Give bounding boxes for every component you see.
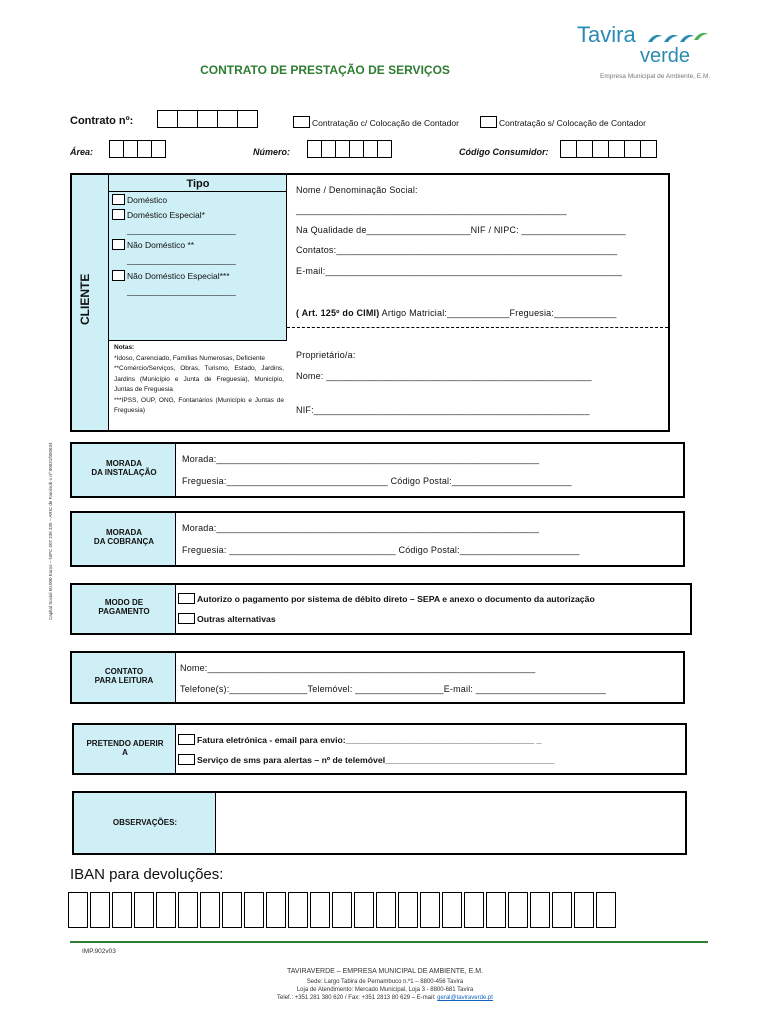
instalacao-morada-field[interactable]: Morada:______________________________________________________________ (182, 454, 540, 464)
footer-phone-fax: Telef.: +351 281 380 620 / Fax: +351 2813 80 629 – E-mail: (277, 995, 438, 1001)
blank-line: _______________________ (127, 286, 236, 296)
footer-sede: Sede: Largo Tabira de Pernambuco n.º1 – 8800-456 Tavira (306, 979, 464, 985)
option-sem-contador[interactable] (480, 116, 646, 128)
nota-3: ***IPSS, OUP, ONG, Fontanários (Município e Juntas de Freguesia) (114, 396, 284, 414)
contato-telefone-field[interactable]: Telefone(s):_______________Telemóvel: _________________E-mail: _________________________ (180, 684, 606, 694)
option-com-contador[interactable] (293, 116, 459, 128)
cliente-dashed-divider (287, 327, 668, 328)
pretendo-label: PRETENDO ADERIR A (86, 739, 164, 757)
proprietario-nome-field[interactable]: Nome: ___________________________________________________ (296, 371, 592, 381)
checkbox[interactable] (480, 116, 497, 128)
iban-cell[interactable] (68, 892, 88, 928)
cliente-label: CLIENTE (78, 273, 92, 325)
iban-cell[interactable] (574, 892, 594, 928)
pagamento-option-sepa[interactable]: Autorizo o pagamento por sistema de débito direto – SEPA e anexo o documento da autorização (178, 593, 595, 604)
logo-verde: verde (640, 45, 691, 67)
codigo-consumidor-field[interactable] (561, 140, 657, 158)
artigo-matricial-field[interactable]: ( Art. 125º do CIMI) Artigo Matricial:____________Freguesia:____________ (296, 308, 617, 318)
notas-divider (109, 340, 287, 341)
iban-cell[interactable] (508, 892, 528, 928)
iban-cell[interactable] (310, 892, 330, 928)
contato-label: CONTATO PARA LEITURA (94, 667, 154, 685)
contato-nome-field[interactable]: Nome:_______________________________________________________________ (180, 663, 536, 673)
footer-email-link[interactable]: geral@taviraverde.pt (437, 995, 493, 1001)
nome-label: Nome / Denominação Social: (296, 185, 418, 195)
contato-section (70, 651, 685, 704)
contatos-field[interactable]: Contatos:______________________________________________________ (296, 245, 618, 255)
iban-cell[interactable] (134, 892, 154, 928)
tipo-label: Tipo (186, 178, 210, 190)
iban-cell[interactable] (398, 892, 418, 928)
proprietario-label: Proprietário/a: (296, 350, 356, 360)
option-sem-contador-label: Contratação s/ Colocação de Contador (499, 118, 646, 128)
iban-cell[interactable] (596, 892, 616, 928)
numero-label: Número: (253, 147, 291, 157)
logo-subtitle: Empresa Municipal de Ambiente, E.M. (600, 73, 711, 80)
iban-cell[interactable] (420, 892, 440, 928)
checkbox[interactable] (293, 116, 310, 128)
pagamento-label: MODO DE PAGAMENTO (98, 598, 150, 616)
cliente-section (70, 173, 670, 432)
email-field[interactable]: E-mail:_________________________________________________________ (296, 266, 623, 276)
footer-company: TAVIRAVERDE – EMPRESA MUNICIPAL DE AMBIENTE, E.M. (286, 968, 484, 975)
codigo-consumidor-label: Código Consumidor: (459, 147, 549, 157)
instalacao-label: MORADA DA INSTALAÇÃO (91, 459, 157, 477)
contrato-label: Contrato nº: (70, 115, 134, 127)
observacoes-label: OBSERVAÇÕES: (112, 818, 178, 827)
cobranca-freguesia-field[interactable]: Freguesia: ________________________________ Código Postal:_______________________ (182, 545, 580, 555)
iban-cell[interactable] (376, 892, 396, 928)
pretendo-option-fatura[interactable]: Fatura eletrónica - email para envio:_______________________________________ _ (178, 734, 541, 745)
iban-cell[interactable] (200, 892, 220, 928)
iban-cell[interactable] (266, 892, 286, 928)
nota-1: *Idoso, Carenciado, Famílias Numerosas, Deficiente (114, 354, 266, 362)
pagamento-section (70, 583, 692, 635)
iban-cell[interactable] (332, 892, 352, 928)
area-label: Área: (70, 147, 94, 157)
tipo-divider (109, 191, 287, 192)
tipo-option-nao-domestico[interactable]: Não Doméstico ** (112, 239, 194, 250)
iban-field[interactable] (68, 892, 618, 928)
nota-2: **Comércio/Serviços, Obras, Turismo, Estado, Jardins, Jardins (Município e Junta de Freguesia), Município, Juntas de Freguesia (114, 365, 284, 393)
pretendo-option-sms[interactable]: Serviço de sms para alertas – nº de telemóvel___________________________________ (178, 754, 554, 765)
tipo-option-nao-domestico-especial[interactable]: Não Doméstico Especial*** (112, 270, 230, 281)
proprietario-nif-field[interactable]: NIF:_____________________________________________________ (296, 405, 590, 415)
form-code: IMP.902v03 (82, 948, 116, 955)
legal-side-text: Capital Social 50.000 Euros – NIPC 507 236 335 – ARIC de Faro/sob o nº 00031/050634 (48, 442, 53, 620)
footer-rule (70, 941, 708, 943)
iban-cell[interactable] (486, 892, 506, 928)
iban-cell[interactable] (178, 892, 198, 928)
tipo-option-domestico-especial[interactable]: Doméstico Especial* (112, 209, 205, 220)
iban-cell[interactable] (90, 892, 110, 928)
observacoes-field[interactable] (217, 793, 685, 853)
notas-title: Notas: (114, 344, 135, 351)
iban-cell[interactable] (464, 892, 484, 928)
observacoes-section (72, 791, 687, 855)
iban-cell[interactable] (112, 892, 132, 928)
blank-line: _______________________ (127, 255, 236, 265)
blank-line: _______________________ (127, 225, 236, 235)
footer-contacts (0, 995, 770, 1001)
iban-cell[interactable] (354, 892, 374, 928)
notas-block (114, 343, 284, 417)
qualidade-nif-field[interactable]: Na Qualidade de____________________NIF / NIPC: ____________________ (296, 225, 626, 235)
pagamento-option-outras[interactable]: Outras alternativas (178, 613, 276, 624)
nome-field[interactable]: ____________________________________________________ (296, 205, 567, 215)
iban-label: IBAN para devoluções: (70, 866, 224, 883)
document-title: CONTRATO DE PRESTAÇÃO DE SERVIÇOS (200, 63, 450, 77)
instalacao-section (70, 442, 685, 498)
iban-cell[interactable] (244, 892, 264, 928)
instalacao-freguesia-field[interactable]: Freguesia:_______________________________ Código Postal:_______________________ (182, 476, 572, 486)
area-field[interactable] (110, 140, 166, 158)
cobranca-section (70, 511, 685, 567)
iban-cell[interactable] (552, 892, 572, 928)
tipo-option-domestico[interactable]: Doméstico (112, 194, 167, 205)
pretendo-section (72, 723, 687, 775)
cobranca-morada-field[interactable]: Morada:______________________________________________________________ (182, 523, 540, 533)
contrato-number-field[interactable] (158, 110, 258, 128)
iban-cell[interactable] (442, 892, 462, 928)
iban-cell[interactable] (530, 892, 550, 928)
logo-name: Tavira (577, 22, 636, 47)
option-com-contador-label: Contratação c/ Colocação de Contador (312, 118, 459, 128)
iban-cell[interactable] (288, 892, 308, 928)
footer-loja: Loja de Atendimento: Mercado Municipal, Loja 3 - 8800-681 Tavira (296, 987, 474, 993)
numero-field[interactable] (308, 140, 392, 158)
cobranca-label: MORADA DA COBRANÇA (93, 528, 155, 546)
iban-cell[interactable] (156, 892, 176, 928)
logo-birds-icon (646, 30, 708, 46)
iban-cell[interactable] (222, 892, 242, 928)
